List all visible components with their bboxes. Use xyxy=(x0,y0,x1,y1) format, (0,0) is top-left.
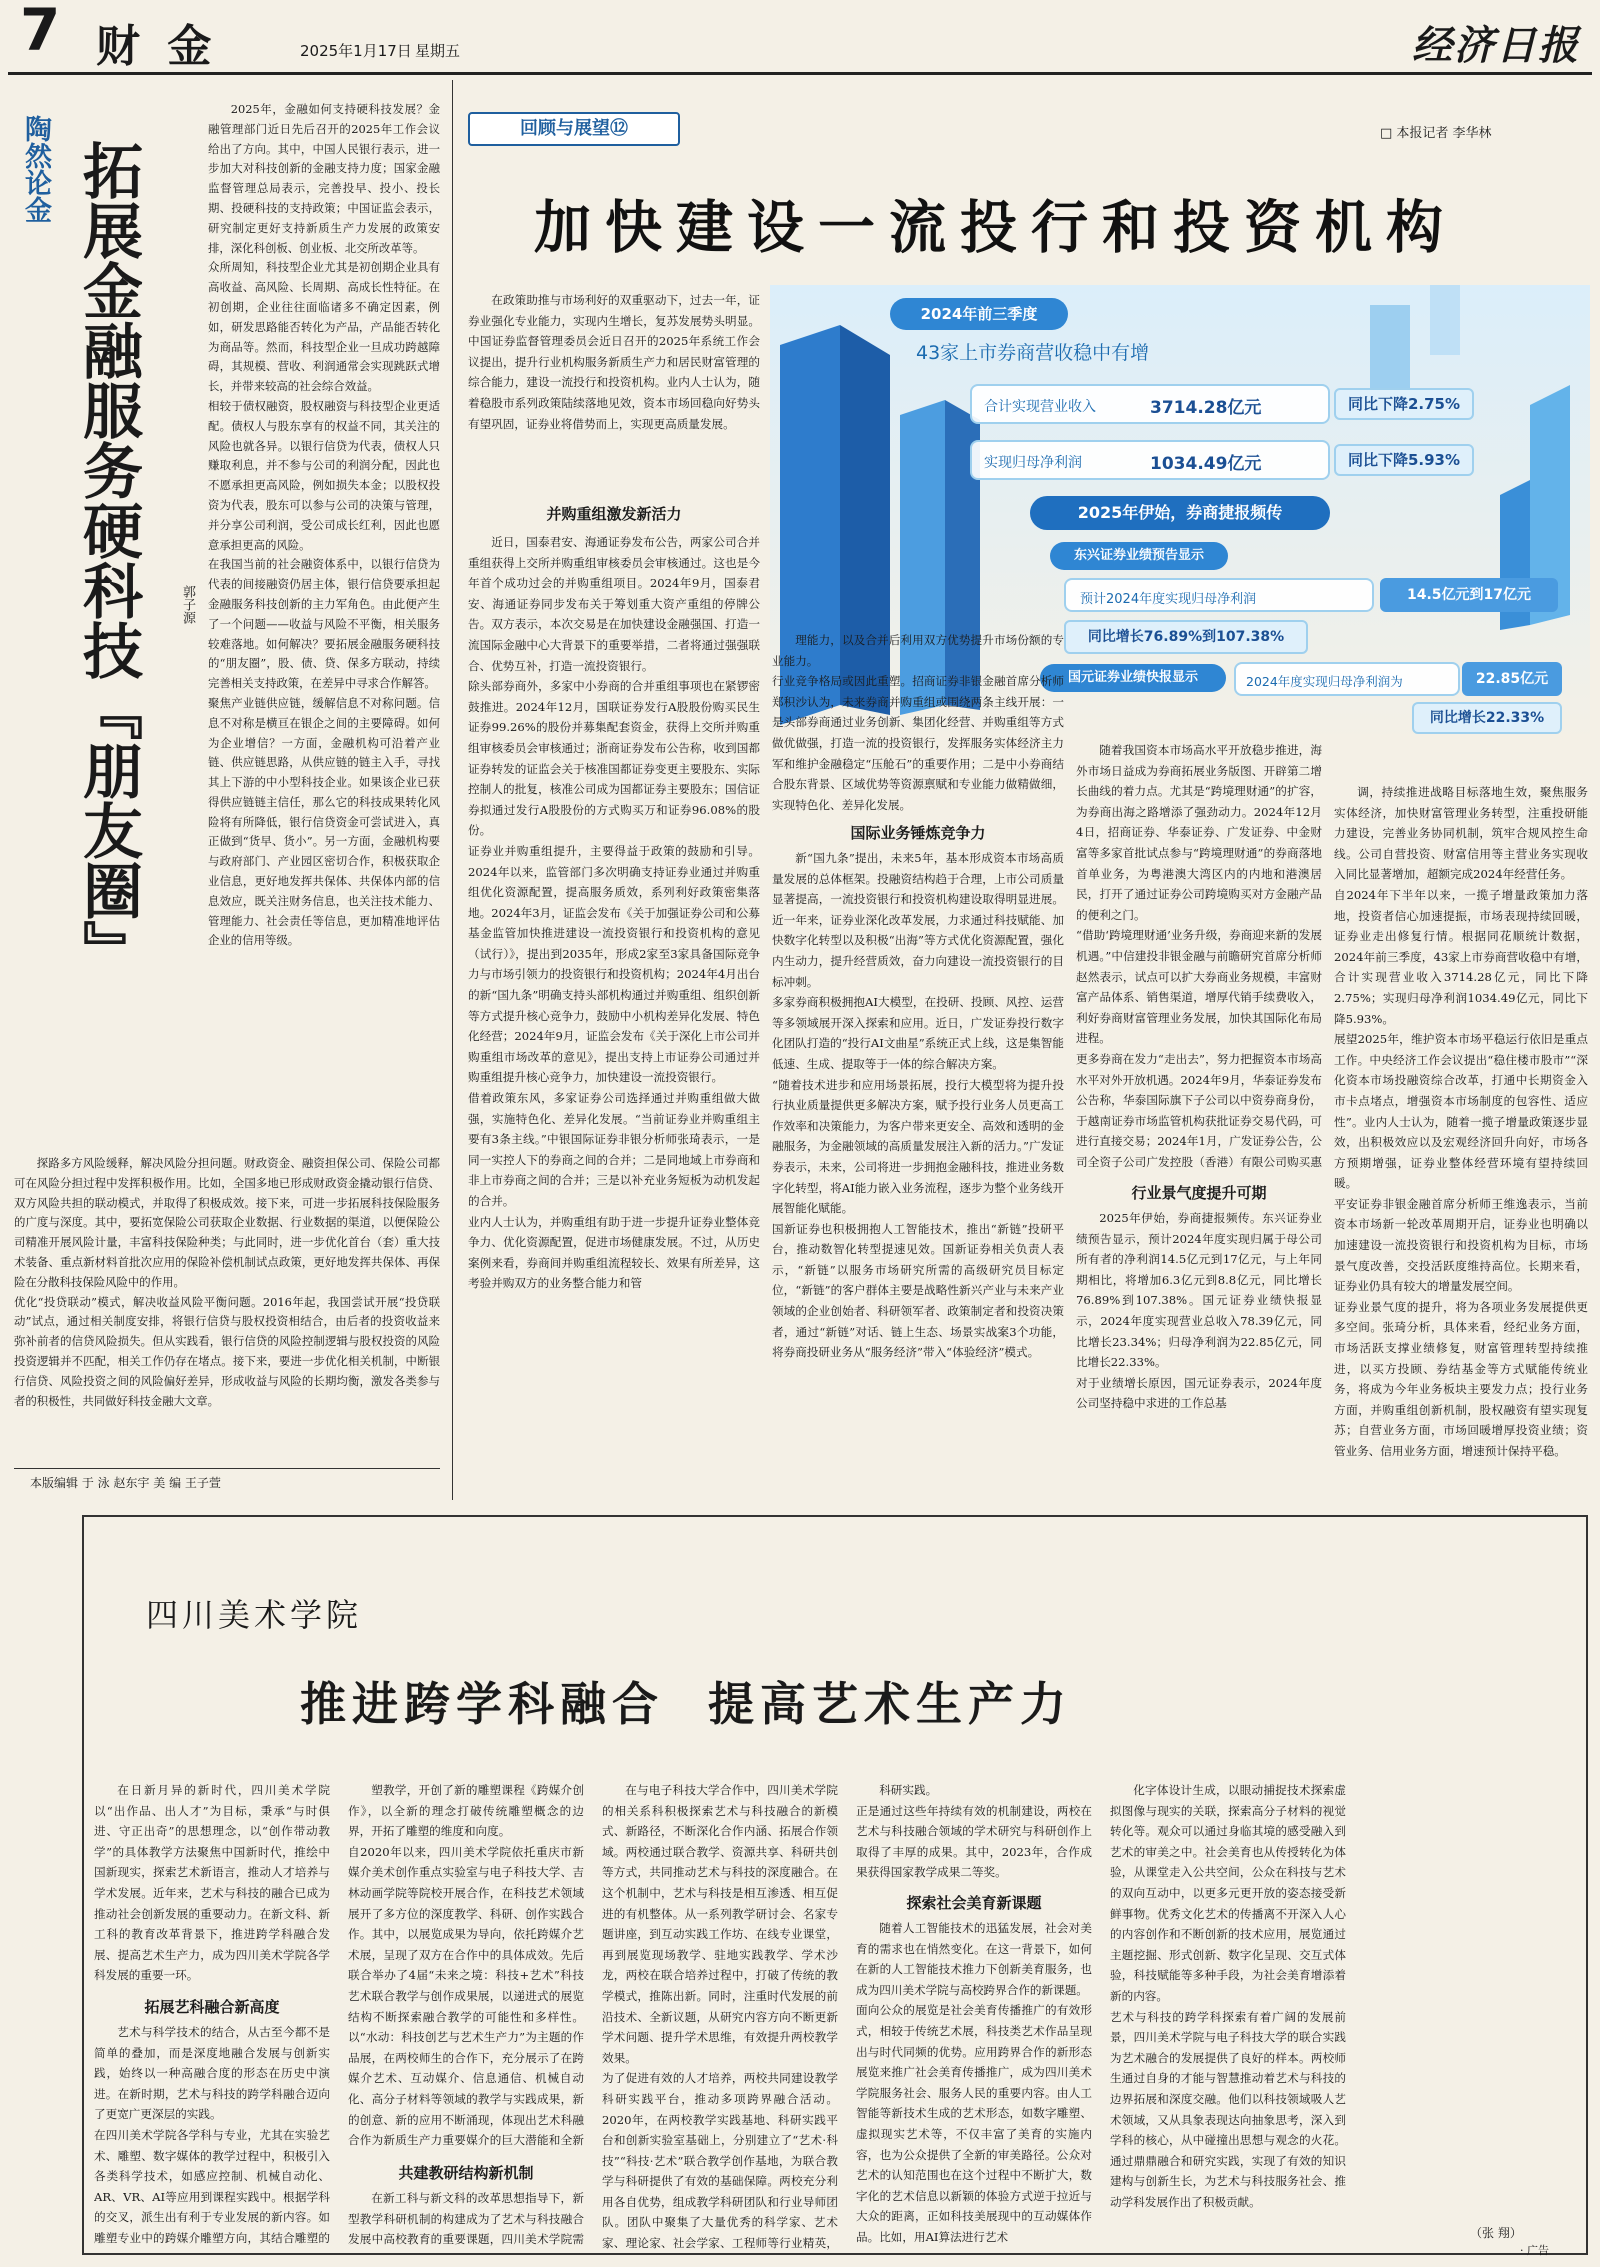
ad-col4-subhead: 探索社会美育新课题 xyxy=(906,1894,1042,1912)
dx-value: 14.5亿元到17亿元 xyxy=(1406,587,1532,603)
story-col-a: 近日，国泰君安、海通证券发布公告，两家公司合并重组获得上交所并购重组审核委员会审核通过。这也是今年首个成功过会的并购重组项目。2024年9月，国泰君安、海通证券同步发布关于筹划重大资产重组的停牌公告。双方表示，本次交易是在加快建设金融强国、打造一流国际金融中心大背景下的重要举措，二者将通过强强联合、优势互补，打造一流投资银行。 除头部券商外，多家中小券商的合并重组事项也在紧锣密鼓推进。2024年12月，国联证券发行A股股份购买民生证券99.26%的股份并募集配套资金，获得上交所并购重组审核委员会审核通过；浙商证券发布公告称，收到国都证券转发的证监会关于核准国都证券变更主要股东、实际控制人的批复，核准公司成为国都证券主要股东；国信证券拟通过发行A股股份的方式购买万和证券96.08%的股份。 证券业并购重组提升，主要得益于政策的鼓励和引导。2024年以来，监管部门多次明确支持证券业通过并购重组优化资源配置，提高服务质效，系列利好政策密集落地。2024年3月，证监会发布《关于加强证券公司和公募基金监管加快推进建设一流投资银行和投资机构的意见（试行）》，提出到2035年，形成2家至3家具备国际竞争力与市场引领力的投资银行和投资机构；2024年4月出台的新“国九条”明确支持头部机构通过并购重组、组织创新等方式提升核心竞争力，鼓励中小机构差异化发展、特色化经营；2024年9月，证监会发布《关于深化上市公司并购重组市场改革的意见》，提出支持上市证券公司通过并购重组提升核心竞争力，加快建设一流投资银行。 借着政策东风，多家证券公司选择通过并购重组做大做强，实施特色化、差异化发展。“当前证券业并购重组主要有3条主线。”中银国际证券非银分析师张琦表示，一是同一实控人下的券商之间的合并；二是同地域上市券商和非上市券商之间的合并；三是以补充业务短板为动机发起的合并。 业内人士认为，并购重组有助于进一步提升证券业整体竞争力、优化资源配置，促进市场健康发展。不过，从历史案例来看，券商间并购重组流程较长、效果有所差异，这考验并购双方的业务整合能力和管 xyxy=(468,535,760,1291)
ad-col1b: 艺术与科学技术的结合，从古至今都不是简单的叠加，而是深度地融合发展与创新实践，始终以一种高融合度的形态在历史中演进。在新时期，艺术与科技的跨学科融合迈向了更宽广更深层的实践。 在四川美术学院各学科与专业，尤其在实验艺术、雕塑、数字媒体的教学过程中，积极引入各类科学技术，如感应控制、机械自动化、AR、VR、AI等应用到课程实践中。根据学科的交叉，派生出有利于专业发展的新内容。如雕塑专业中的跨媒介雕塑方向，其结合雕塑的 xyxy=(94,2025,330,2245)
revenue-change-box xyxy=(1334,388,1474,420)
ad-title: 推进跨学科融合 提高艺术生产力 xyxy=(300,1677,1073,1731)
gy-header: 国元证券业绩快报显示 xyxy=(1067,670,1198,685)
ad-col5: 化字体设计生成，以眼动捕捉技术探索虚拟图像与现实的关联，探索高分子材料的视觉转化等。观众可以通过身临其境的感受融入到艺术的审美之中。社会美育也从传授转化为体验，从课堂走入公共空间，公众在科技与艺术的双向互动中，以更多元更开放的姿态接受新鲜事物。优秀文化艺术的传播离不开深入人心的内容创作和不断创新的技术应用，展览通过主题挖掘、形式创新、数字化呈现、交互式体验，科技赋能等多种手段，为社会美育增添着新的内容。 艺术与科技的跨学科探索有着广阔的发展前景，四川美术学院与电子科技大学的联合实践为艺术融合的发展提供了良好的样本。两校师生通过自身的才能与智慧推动着艺术与科技的边界拓展和深度交融。他们以科技领域吸人艺术领域，又从具象表现达向抽象思考，深入到学科的核心，从中碰撞出思想与观念的火花。通过鼎鼎融合和研究实践，实现了有效的知识建构与创新生长，为艺术与科技服务社会、推动学科发展作出了积极贡献。 xyxy=(1110,1783,1346,2209)
header-rule xyxy=(8,72,1592,75)
ad-signature: （张 翔） xyxy=(1470,2226,1522,2240)
q3-header: 2024年前三季度 xyxy=(920,305,1038,323)
dx-panel xyxy=(1064,578,1374,612)
weekday: 星期五 xyxy=(415,42,461,60)
column-author: 郭子源 xyxy=(180,585,195,624)
column-title: 拓展金融服务硬科技『朋友圈』 xyxy=(73,140,143,980)
ad-col3: 在与电子科技大学合作中，四川美术学院的相关系科积极探索艺术与科技融合的新模式、新路径，不断深化合作内涵、拓展合作领域。两校通过联合教学、资源共享、科研共创等方式，共同推动艺术与科技的深度融合。在这个机制中，艺术与科技是相互渗透、相互促进的有机整体。从一系列教学研讨会、名家专题讲座，到互动实践工作坊、在线专业课堂，再到展览现场教学、驻地实践教学、学术沙龙，两校在联合培养过程中，打破了传统的教学模式，推陈出新。同时，注重时代发展的前沿技术、全新议题，从研究内容方向不断更新学术问题、提升学术思维，有效提升两校教学效果。 为了促进有效的人才培养，两校共同建设教学科研实践平台，推动多项跨界融合活动。2020年，在两校教学实践基地、科研实践平台和创新实验室基础上，分别建立了“艺术·科技”“科技·艺术”联合教学创作基地，为联合教学与科研提供了有效的基础保障。两校充分利用各自优势，组成教学科研团队和行业导师团队。团队中聚集了大量优秀的科学家、艺术家、理论家、社会学家、工程师等行业精英， xyxy=(602,1783,838,2250)
revenue-panel xyxy=(970,384,1330,424)
revenue-change-text: 同比下降2.75% xyxy=(1347,395,1461,413)
left-column-divider xyxy=(452,80,453,1500)
gy-panel xyxy=(1234,662,1460,696)
ad-col1-subhead: 拓展艺科融合新高度 xyxy=(144,1998,280,2016)
dx-header: 东兴证券业绩预告显示 xyxy=(1073,548,1204,563)
gy-change-box xyxy=(1412,702,1562,734)
ad-col4b: 随着人工智能技术的迅猛发展，社会对美育的需求也在悄然变化。在这一背景下，如何在新的人工智能技术推力下创新美育服务，也成为四川美术学院与高校跨界合作的新课题。 面向公众的展览是社会美育传播推广的有效形式，相较于传统艺术展，科技类艺术作品呈现出与时代同频的优势。应用跨界合作的新形态展览来推广社会美育传播推广，成为四川美术学院服务社会、服务人民的重要内容。由人工智能等新技术生成的艺术形态，如数字雕塑、虚拟现实艺术等，不仅丰富了美育的实施内容，也为公众提供了全新的审美路径。公众对艺术的认知范围也在这个过程中不断扩大，数字化的艺术信息以新颖的体验方式逆于拉近与大众的距离，正如科技美展现中的互动媒体作品。比如，用AI算法进行艺术 xyxy=(856,1921,1092,2244)
page-number-text: 7 xyxy=(20,0,61,64)
story-col-b: 理能力，以及合并后利用双方优势提升市场份额的专业能力。 行业竞争格局或因此重塑。招商证券非银金融首席分析师郑积沙认为，未来券商并购重组或围绕两条主线开展：一是头部券商通过业务创新、集团化经营、并购重组等方式做优做强，打造一流的投资银行，发挥服务实体经济主力军和维护金融稳定“压舱石”的重要作用；二是中小券商结合股东背景、区域优势等资源禀赋和专业能力做精做细，实现特色化、差异化发展。 xyxy=(772,633,1064,812)
gy-header-badge xyxy=(1040,664,1226,692)
kicker-text: 回顾与展望⑫ xyxy=(520,118,628,139)
dx-change-box xyxy=(1064,620,1308,654)
column-body-lower: 探路多方风险缓释，解决风险分担问题。财政资金、融资担保公司、保险公司都可在风险分担过程中发挥积极作用。比如，全国多地已形成财政资金撬动银行信贷、双方风险共担的联动模式，并取得了积极成效。接下来，可进一步拓展科技保险服务的广度与深度。其中，要拓宽保险公司获取企业数据、行业数据的渠道，以便保险公司精准开展风险计量，丰富科技保险种类；与此同时，进一步优化首台（套）重大技术装备、重点新材料首批次应用的保险补偿机制试点政策，更好地发挥共保体、再保险在分散科技保险风险中的作用。 优化“投贷联动”模式，解决收益风险平衡问题。2016年起，我国尝试开展“投贷联动”试点，通过相关制度安排，将银行信贷与股权投资相结合，由后者的投资收益来弥补前者的信贷风险损失。但从实践看，银行信贷的风险控制逻辑与股权投资的风险投资逻辑并不匹配，相关工作仍存在堵点。接下来，要进一步优化相关机制，中断银行信贷、风险投资之间的风险偏好差异，形成收益与风险的长期均衡，激发各类参与者的积极性，共同做好科技金融大文章。 xyxy=(14,1156,440,1408)
story-col-b2: 新“国九条”提出，未来5年，基本形成资本市场高质量发展的总体框架。投融资结构趋于合理，上市公司质量显著提高，一流投资银行和投资机构建设取得明显进展。近一年来，证券业深化改革发展，力求通过科技赋能、加快数字化转型以及积极“出海”等方式优化资源配置，强化内生动力，提升经营质效，奋力向建设一流投资银行的目标冲刺。 多家券商积极拥抱AI大模型，在投研、投顾、风控、运营等多领域展开深入探索和应用。近日，广发证券投行数字化团队打造的“投行AI文曲星”系统正式上线，这是集智能低速、生成、提取等于一体的综合解决方案。 “随着技术进步和应用场景拓展，投行大模型将为提升投行执业质量提供更多解决方案，赋予投行业务人员更高工作效率和决策能力，为客户带来更安全、高效和透明的金融服务，为金融领域的高质量发展注入新的活力。”广发证券表示，未来，公司将进一步拥抱金融科技，推进业务数字化转型，将AI能力嵌入业务流程，逐步为整个业务线开展智能化赋能。 国新证券也积极拥抱人工智能技术，推出“新链”投研平台，推动数智化转型提速见效。国新证券相关负责人表示，“新链”以服务市场研究所需的高级研究员目标定位，“新链”的客户群体主要是战略性新兴产业与未来产业领域的企业创始者、科研领军者、政策制定者和投资决策者，通过“新链”对话、链上生态、场景实战案3个功能，将券商投研业务从“服务经济”带入“体验经济”模式。 xyxy=(772,851,1064,1360)
section-name: 财 金 xyxy=(96,21,218,72)
netprofit-panel xyxy=(970,440,1330,480)
dx-header-badge xyxy=(1050,542,1228,570)
ad-col2b: 在新工科与新文科的改革思想指导下，新型教学科研机制的构建成为了艺术与科技融合发展中高校教育的重要课题，四川美术学院需 xyxy=(348,2191,584,2247)
ad-col2: 塑教学，开创了新的雕塑课程《跨媒介创作》，以全新的理念打破传统雕塑概念的边界，开拓了雕塑的维度和向度。 自2020年以来，四川美术学院依托重庆市新媒介美术创作重点实验室与电子科技大学、吉林动画学院等院校开展合作，在科技艺术领域展开了多方位的深度教学、科研、创作实践合作。其中，以展览成果为导向，依托跨媒介艺术展，呈现了双方在合作中的具体成效。先后联合举办了4届“未来之境：科技+艺术”科技艺术联合教学与创作成果展，以递进式的展览结构不断探索融合教学的可能性和多样性。以“水动：科技创艺与艺术生产力”为主题的作品展，在两校师生的合作下，充分展示了在跨媒介艺术、互动媒介、信息通信、机械自动化、高分子材料等领域的教学与实践成果，新的创意、新的应用不断涌现，体现出艺术科融合作为新质生产力重要媒介的巨大潜能和全新 xyxy=(348,1783,584,2148)
story-col-c: 随着我国资本市场高水平开放稳步推进，海外市场日益成为券商拓展业务版图、开辟第二增长曲线的着力点。尤其是“跨境理财通”的扩容，为券商出海之路增添了强劲动力。2024年12月4日，招商证券、华泰证券、广发证券、中金财富等多家首批试点参与“跨境理财通”的券商落地首单业务，为粤港澳大湾区内的内地和港澳居民，打开了通过证券公司跨境购买对方金融产品的便利之门。 “借助‘跨境理财通’业务升级，券商迎来新的发展机遇。”中信建投非银金融与前瞻研究首席分析师赵然表示，试点可以扩大券商业务规模，丰富财富产品体系、销售渠道，增厚代销手续费收入，利好券商财富管理业务发展，加快其国际化布局进程。 更多券商在发力“走出去”，努力把握资本市场高水平对外开放机遇。2024年9月，华泰证券发布公告称，华泰国际旗下子公司以中资券商身份，于越南证券市场监管机构获批证券交易代码，可进行直接交易；2024年1月，广发证券公告，公司全资子公司广发控股（香港）有限公司购买惠 xyxy=(1076,743,1322,1169)
dx-change: 同比增长76.89%到107.38% xyxy=(1087,629,1285,645)
masthead-logo: 经济日报 xyxy=(1412,22,1580,69)
ad-institution: 四川美术学院 xyxy=(146,1596,363,1634)
gy-value-box xyxy=(1462,662,1562,696)
byline: □ 本报记者 李华林 xyxy=(1380,126,1492,141)
netprofit-label: 实现归母净利润 xyxy=(984,455,1082,471)
editors-rule xyxy=(14,1468,440,1469)
revenue-label: 合计实现营业收入 xyxy=(984,399,1096,415)
dx-label: 预计2024年度实现归母净利润 xyxy=(1080,592,1257,607)
date: 2025年1月17日 xyxy=(300,42,412,60)
netprofit-value: 1034.49亿元 xyxy=(1150,454,1262,474)
column-body-upper: 2025年，金融如何支持硬科技发展？金融管理部门近日先后召开的2025年工作会议给出了方向。其中，中国人民银行表示，进一步加大对科技创新的金融支持力度；国家金融监督管理总局表示，完善投早、投小、投长期、投硬科技的支持政策；中国证监会表示，研究制定更好支持新质生产力发展的政策安排，深化科创板、创业板、北交所改革等。 众所周知，科技型企业尤其是初创期企业具有高收益、高风险、长周期、高成长性特征。在初创期，企业往往面临诸多不确定因素，例如，研发思路能否转化为产品，产品能否转化为商品等。然而，科技型企业一旦成功跨越障碍，其规模、营收、利润通常会实现跳跃式增长，并带来较高的社会综合效益。 相较于债权融资，股权融资与科技型企业更适配。债权人与股东享有的权益不同，其关注的风险也就各异。以银行信贷为代表，债权人只赚取利息，并不参与公司的利润分配，因此也不愿承担更高风险，例如损失本金；以股权投资为代表，股东可以参与公司的决策与管理，并分享公司利润，受公司成长红利，因此也愿意承担更高的风险。 在我国当前的社会融资体系中，以银行信贷为代表的间接融资仍居主体，银行信贷要承担起金融服务科技创新的主力军角色。由此便产生了一个问题——收益与风险不平衡，相关服务较难落地。如何解决？要拓展金融服务硬科技的“朋友圈”，股、债、贷、保多方联动，持续完善相关支持政策，在差异中寻求合作解答。 聚焦产业链供应链，缓解信息不对称问题。信息不对称是横亘在银企之间的主要障碍。如何为企业增信？一方面，金融机构可沿着产业链、供应链思路，从供应链的链主入手，寻找其上下游的中小型科技企业。如果该企业已获得供应链链主信任，那么它的科技成果转化风险将有所降低，银行信贷资金可尝试进入，真正做到“货早、货小”。另一方面，金融机构要与政府部门、产业园区密切合作，积极获取企业信息，更好地发挥共保体、共保体内部的信息效应，既关注财务信息，也关注技术能力、管理能力、社会责任等信息，更加精准地评估企业的信用等级。 xyxy=(208,102,440,948)
subhead-outlook: 行业景气度提升可期 xyxy=(1131,1184,1267,1202)
ad-mark: · 广告 xyxy=(1520,2244,1549,2257)
story-col-c2: 2025年伊始，券商捷报频传。东兴证券业绩预告显示，预计2024年度实现归属于母公司所有者的净利润14.5亿元到17亿元，与上年同期相比，将增加6.3亿元到8.8亿元，同比增长76.89%到107.38%。国元证券业绩快报显示，2024年度实现营业总收入78.39亿元，同比增长23.34%；归母净利润为22.85亿元，同比增长22.33%。 对于业绩增长原因，国元证券表示，2024年度公司坚持稳中求进的工作总基 xyxy=(1076,1211,1322,1411)
editors-line: 本版编辑 于 泳 赵东宇 美 编 王子萱 xyxy=(30,1476,221,1490)
banner xyxy=(1030,496,1330,530)
ad-col1: 在日新月异的新时代，四川美术学院以“出作品、出人才”为目标，秉承“与时俱进、守正出奇”的思想理念，以“创作带动教学”的具体教学方法聚焦中国新时代，推绘中国新现实，探索艺术新语言，推动人才培养与学术发展。近年来，艺术与科技的融合已成为推动社会创新发展的重要动力。在新文科、新工科的教育改革背景下，推进跨学科融合发展、提高艺术生产力，成为四川美术学院各学科发展的重要一环。 xyxy=(94,1783,330,1983)
kicker xyxy=(468,112,680,146)
gy-change: 同比增长22.33% xyxy=(1429,710,1545,726)
main-title: 加快建设一流投行和投资机构 xyxy=(534,195,1457,261)
ad-col4: 科研实践。 正是通过这些年持续有效的机制建设，两校在艺术与科技融合领域的学术研究与科研创作上取得了丰厚的成果。其中，2023年，合作成果获得国家教学成果二等奖。 xyxy=(856,1783,1092,1880)
revenue-value: 3714.28亿元 xyxy=(1150,398,1262,418)
dx-value-box xyxy=(1380,578,1558,612)
story-intro: 在政策助推与市场利好的双重驱动下，过去一年，证券业强化专业能力，实现内生增长，复苏发展势头明显。中国证券监督管理委员会近日召开的2025年系统工作会议提出，提升行业机构服务新质生产力和居民财富管理的综合能力，建设一流投行和投资机构。业内人士认为，随着稳股市系列政策陆续落地见效，资本市场回稳向好势头有望巩固，证券业将借势而上，实现更高质量发展。 xyxy=(468,293,760,431)
story-col-d: 调，持续推进战略目标落地生效，聚焦服务实体经济，加快财富管理业务转型，注重投研能力建设，完善业务协同机制，筑牢合规风控生命线。公司自营投资、财富信用等主营业务实现收入同比显著增加，超额完成2024年经营任务。 自2024年下半年以来，一揽子增量政策加力落地，投资者信心加速提振，市场表现持续回暖，证券业走出修复行情。根据同花顺统计数据，2024年前三季度，43家上市券商营收稳中有增，合计实现营业收入3714.28亿元，同比下降2.75%；实现归母净利润1034.49亿元，同比下降5.93%。 展望2025年，维护资本市场平稳运行依旧是重点工作。中央经济工作会议提出“稳住楼市股市”“深化资本市场投融资综合改革，打通中长期资金入市卡点堵点，增强资本市场制度的包容性、适应性”。业内人士认为，随着一揽子增量政策逐步显效，出积极效应以及宏观经济回升向好，市场各方预期增强，证券业整体经营环境有望持续回暖。 平安证券非银金融首席分析师王维逸表示，当前资本市场新一轮改革周期开启，证券业也明确以加速建设一流投资银行和投资机构为目标，市场景气度改善，交投活跃度维持高位。长期来看，证券业仍具有较大的增量发展空间。 证券业景气度的提升，将为各项业务发展提供更多空间。张琦分析，具体来看，经纪业务方面，市场活跃支撑业绩修复，财富管理转型持续推进，以买方投顾、券结基金等方式赋能传统业务，将成为今年业务板块主要发力点；投行业务方面，并购重组创新机制，股权融资有望实现复苏；自营业务方面，市场回暖增厚投资业绩；资管业务、信用业务方面，增速预计保持平稳。 xyxy=(1334,785,1588,1458)
gy-label: 2024年度实现归母净利润为 xyxy=(1246,674,1403,689)
banner-text: 2025年伊始，券商捷报频传 xyxy=(1077,503,1283,522)
q3-header-badge xyxy=(890,298,1068,330)
q3-subtitle: 43家上市券商营收稳中有增 xyxy=(916,342,1150,364)
gy-value: 22.85亿元 xyxy=(1475,671,1549,687)
netprofit-change-box xyxy=(1334,444,1474,476)
ad-col2-subhead: 共建教研结构新机制 xyxy=(398,2164,534,2182)
subhead-intl: 国际业务锤炼竞争力 xyxy=(850,824,986,842)
subhead-merger: 并购重组激发新活力 xyxy=(546,505,682,523)
netprofit-change-text: 同比下降5.93% xyxy=(1347,451,1461,469)
column-name: 陶然论金 xyxy=(20,115,51,223)
